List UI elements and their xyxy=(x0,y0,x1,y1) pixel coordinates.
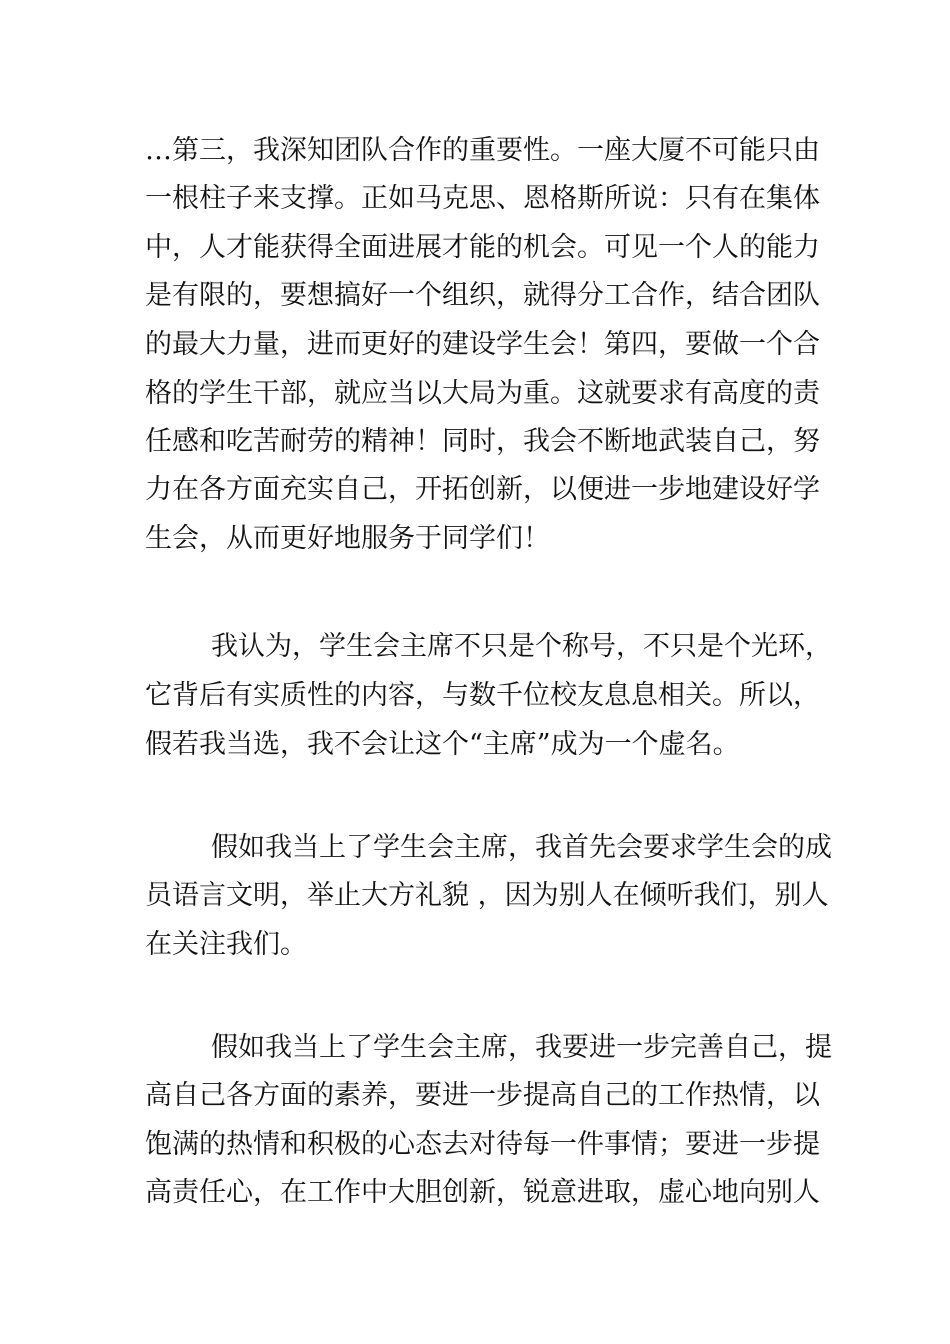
paragraph-2-line-1: 我认为，学生会主席不只是个称号，不只是个光环， xyxy=(211,631,832,662)
paragraph-4-line-4: 高责任心，在工作中大胆创新，锐意进取，虚心地向别人 xyxy=(145,1177,820,1208)
paragraph-3-line-2: 员语言文明，举止大方礼貌 ，因为别人在倾听我们，别人 xyxy=(145,880,829,911)
paragraph-3-line-3: 在关注我们。 xyxy=(145,929,307,960)
paragraph-4-line-1: 假如我当上了学生会主席，我要进一步完善自己，提 xyxy=(211,1032,832,1063)
paragraph-3-line-1: 假如我当上了学生会主席，我首先会要求学生会的成 xyxy=(211,832,832,863)
paragraph-1-line-1: …第三，我深知团队合作的重要性。一座大厦不可能只由 xyxy=(145,135,820,166)
paragraph-1-line-3: 中，人才能获得全面进展才能的机会。可见一个人的能力 xyxy=(145,232,820,263)
paragraph-4-line-2: 高自己各方面的素养，要进一步提高自己的工作热情，以 xyxy=(145,1080,820,1111)
paragraph-2-line-2: 它背后有实质性的内容，与数千位校友息息相关。所以， xyxy=(145,680,820,711)
paragraph-4-line-3: 饱满的热情和积极的心态去对待每一件事情；要进一步提 xyxy=(145,1129,820,1160)
paragraph-1-line-4: 是有限的，要想搞好一个组织，就得分工合作，结合团队 xyxy=(145,280,820,311)
paragraph-1-line-5: 的最大力量，进而更好的建设学生会！第四，要做一个合 xyxy=(145,329,820,360)
paragraph-1-line-7: 任感和吃苦耐劳的精神！同时，我会不断地武装自己，努 xyxy=(145,426,820,457)
paragraph-1-line-8: 力在各方面充实自己，开拓创新，以便进一步地建设好学 xyxy=(145,474,820,505)
paragraph-1-line-9: 生会，从而更好地服务于同学们！ xyxy=(145,523,550,554)
paragraph-1-line-6: 格的学生干部，就应当以大局为重。这就要求有高度的责 xyxy=(145,378,820,409)
paragraph-2-line-3: 假若我当选，我不会让这个“主席”成为一个虚名。 xyxy=(145,729,740,760)
paragraph-1-line-2: 一根柱子来支撑。正如马克思、恩格斯所说：只有在集体 xyxy=(145,183,820,214)
